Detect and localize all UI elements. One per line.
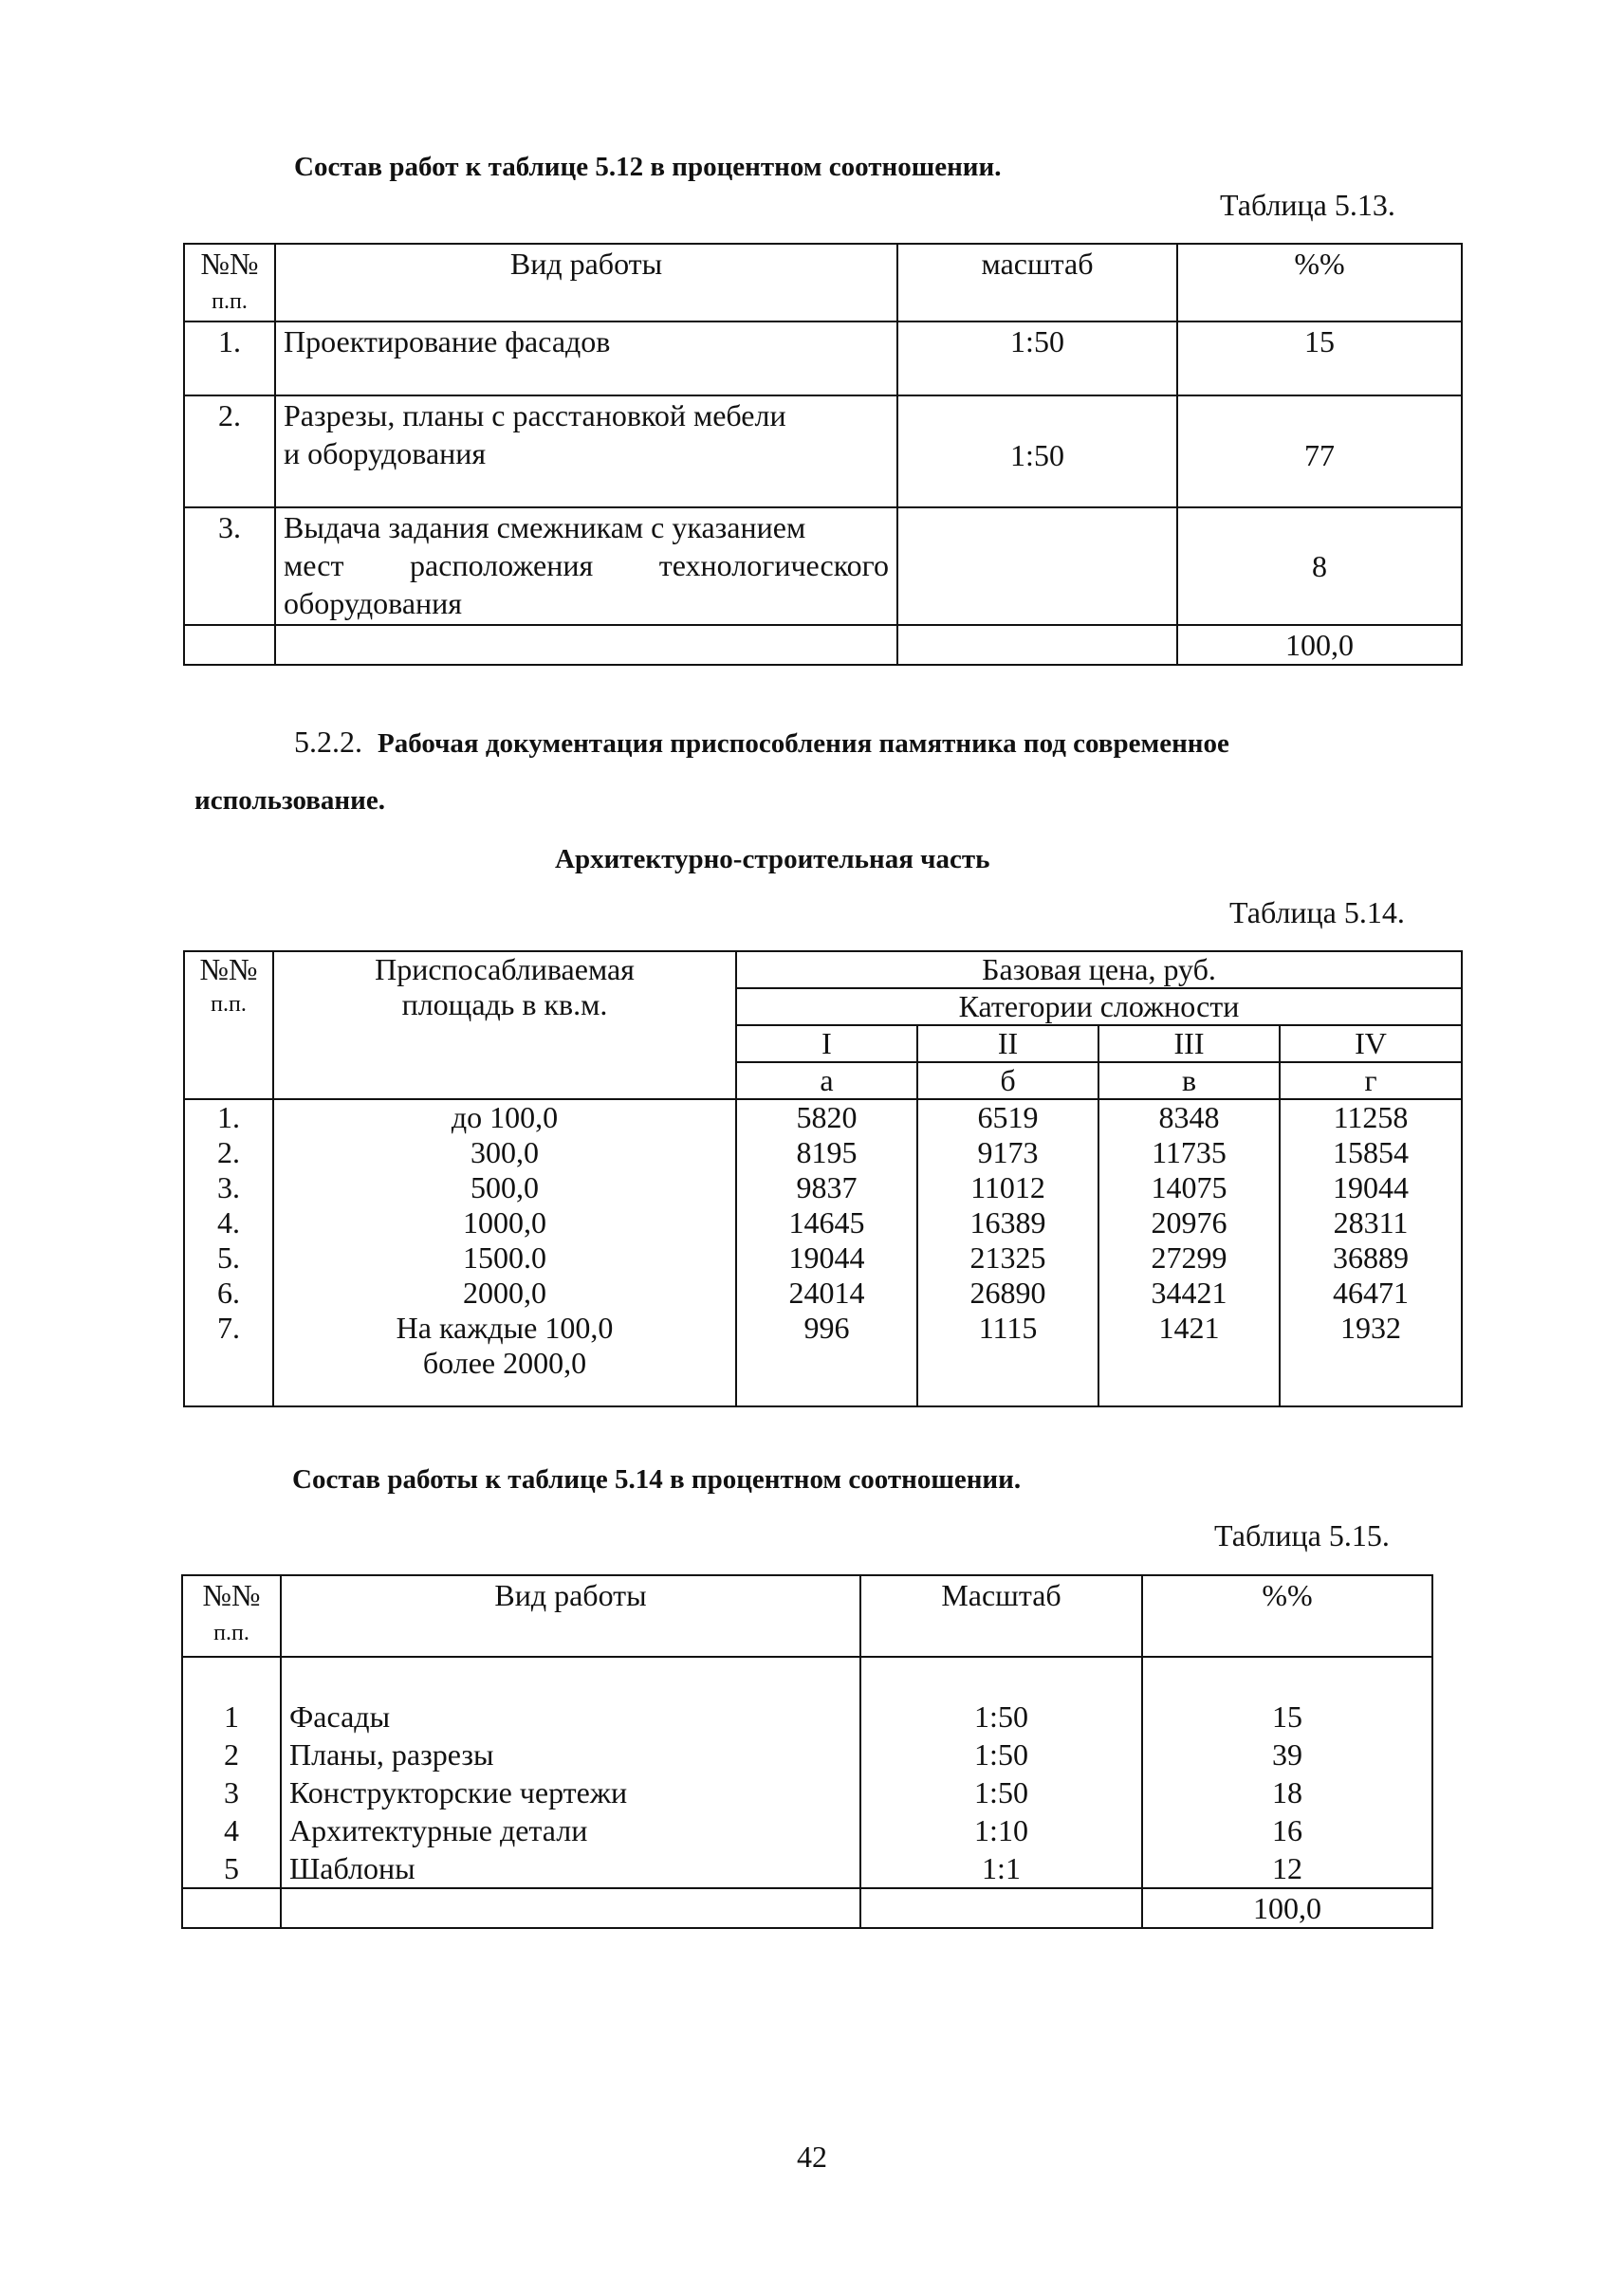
cell-value: 24014	[788, 1276, 865, 1310]
header-work: Вид работы	[275, 244, 897, 321]
table-5-13-label: Таблица 5.13.	[1220, 188, 1395, 222]
col-num	[182, 1657, 281, 1888]
cell-value: 19044	[1333, 1170, 1410, 1204]
cell-value: 11735	[1152, 1135, 1227, 1169]
cell-area: 1500.0	[463, 1240, 546, 1275]
cell-scale: 1:50	[974, 1775, 1028, 1809]
total-empty-num	[184, 625, 275, 665]
cell-value: 8348	[1158, 1100, 1220, 1134]
col-category-ii	[917, 1099, 1098, 1406]
row-percent: 77	[1177, 395, 1462, 507]
cell-percent: 39	[1272, 1737, 1302, 1772]
header-percent: %%	[1142, 1575, 1432, 1657]
header-letter-a: а	[736, 1062, 917, 1099]
section2-subheading: Архитектурно-строительная часть	[555, 844, 990, 874]
cell-num: 1.	[217, 1100, 240, 1134]
header-category-iii: III	[1098, 1025, 1280, 1062]
header-num	[182, 1575, 281, 1657]
col-area	[273, 1099, 736, 1406]
cell-value: 6519	[977, 1100, 1039, 1134]
table-row	[184, 395, 1462, 507]
row-work	[275, 395, 897, 507]
table-5-14	[183, 950, 1463, 1407]
cell-value: 9837	[796, 1170, 858, 1204]
cell-num: 1	[224, 1699, 239, 1734]
section2-title-continuation: использование.	[194, 785, 385, 816]
header-percent: %%	[1177, 244, 1462, 321]
header-area-line1: Приспосабливаемая	[375, 952, 635, 986]
header-num-line1: №№	[202, 1578, 261, 1612]
header-num-line1: №№	[200, 247, 259, 281]
table-header-row	[182, 1575, 1432, 1657]
table-header-row	[184, 951, 1462, 988]
table-5-15	[181, 1574, 1433, 1929]
total-empty-num	[182, 1888, 281, 1928]
cell-num: 4	[224, 1813, 239, 1847]
cell-work: Шаблоны	[289, 1851, 415, 1885]
total-value: 100,0	[1177, 625, 1462, 665]
cell-value: 996	[803, 1311, 850, 1345]
section1-heading: Состав работ к таблице 5.12 в процентном соотношении.	[294, 152, 1002, 182]
cell-num: 2	[224, 1737, 239, 1772]
total-value: 100,0	[1142, 1888, 1432, 1928]
table-header-row	[184, 244, 1462, 321]
cell-scale: 1:50	[974, 1737, 1028, 1772]
header-num-line2: п.п.	[211, 992, 247, 1017]
row-num: 1.	[184, 321, 275, 395]
header-num-line2: п.п.	[213, 1621, 249, 1645]
header-num	[184, 951, 273, 1099]
section2-title	[294, 725, 1229, 760]
row-work-line: оборудования	[284, 586, 462, 620]
section3-heading: Состав работы к таблице 5.14 в процентном соотношении.	[292, 1464, 1022, 1495]
table-5-13	[183, 243, 1463, 666]
table-row	[184, 321, 1462, 395]
total-empty-scale	[860, 1888, 1142, 1928]
header-scale: масштаб	[897, 244, 1177, 321]
header-category-i: I	[736, 1025, 917, 1062]
row-scale	[897, 507, 1177, 625]
table-total-row	[184, 625, 1462, 665]
header-work: Вид работы	[281, 1575, 860, 1657]
header-category-iv: IV	[1280, 1025, 1462, 1062]
cell-value: 1421	[1158, 1311, 1220, 1345]
cell-value: 11258	[1333, 1100, 1409, 1134]
col-category-iv	[1280, 1099, 1462, 1406]
cell-value: 9173	[977, 1135, 1039, 1169]
row-work-line: Выдача задания смежникам с указанием	[284, 510, 806, 544]
cell-num: 5.	[217, 1240, 240, 1275]
row-percent: 15	[1177, 321, 1462, 395]
header-num-line1: №№	[199, 952, 258, 986]
row-work	[275, 321, 897, 395]
header-area	[273, 951, 736, 1099]
header-area-line2: площадь в кв.м.	[401, 987, 608, 1021]
table-body	[184, 1099, 1462, 1406]
col-category-i	[736, 1099, 917, 1406]
table-total-row	[182, 1888, 1432, 1928]
total-empty-work	[281, 1888, 860, 1928]
table-5-14-label: Таблица 5.14.	[1229, 895, 1405, 929]
cell-work: Планы, разрезы	[289, 1737, 494, 1772]
cell-area: более 2000,0	[422, 1346, 587, 1380]
cell-num: 6.	[217, 1276, 240, 1310]
row-work-line: Разрезы, планы с расстановкой мебели	[284, 398, 786, 432]
cell-percent: 18	[1272, 1775, 1302, 1809]
header-num	[184, 244, 275, 321]
col-percent	[1142, 1657, 1432, 1888]
cell-area: 300,0	[471, 1135, 539, 1169]
cell-work: Фасады	[289, 1699, 391, 1734]
cell-value: 27299	[1151, 1240, 1227, 1275]
cell-value: 14075	[1151, 1170, 1227, 1204]
cell-value: 11012	[970, 1170, 1045, 1204]
cell-value: 34421	[1151, 1276, 1227, 1310]
cell-scale: 1:50	[974, 1699, 1028, 1734]
table-row	[184, 507, 1462, 625]
row-work-line: Проектирование фасадов	[284, 324, 611, 358]
col-num	[184, 1099, 273, 1406]
header-letter-b: б	[917, 1062, 1098, 1099]
page-number: 42	[797, 2140, 827, 2174]
cell-value: 36889	[1333, 1240, 1410, 1275]
table-5-15-label: Таблица 5.15.	[1214, 1518, 1390, 1552]
cell-value: 1932	[1340, 1311, 1402, 1345]
cell-area: 2000,0	[463, 1276, 546, 1310]
header-letter-v: в	[1098, 1062, 1280, 1099]
cell-percent: 15	[1272, 1699, 1302, 1734]
cell-num: 3.	[217, 1170, 240, 1204]
header-scale: Масштаб	[860, 1575, 1142, 1657]
cell-scale: 1:1	[982, 1851, 1021, 1885]
cell-percent: 12	[1272, 1851, 1302, 1885]
section2-title-text: Рабочая документация приспособления памятника под современное	[378, 728, 1229, 759]
row-scale: 1:50	[897, 321, 1177, 395]
cell-value: 28311	[1333, 1205, 1409, 1240]
cell-value: 26890	[969, 1276, 1046, 1310]
cell-scale: 1:10	[974, 1813, 1028, 1847]
cell-num: 7.	[217, 1311, 240, 1345]
row-work	[275, 507, 897, 625]
table-body	[182, 1657, 1432, 1888]
cell-area: 500,0	[471, 1170, 539, 1204]
header-base-price: Базовая цена, руб.	[736, 951, 1462, 988]
col-category-iii	[1098, 1099, 1280, 1406]
cell-num: 2.	[217, 1135, 240, 1169]
cell-percent: 16	[1272, 1813, 1302, 1847]
col-work	[281, 1657, 860, 1888]
cell-num: 4.	[217, 1205, 240, 1240]
header-num-line2: п.п.	[212, 289, 248, 314]
cell-num: 5	[224, 1851, 239, 1885]
cell-area: 1000,0	[463, 1205, 546, 1240]
cell-value: 21325	[969, 1240, 1046, 1275]
row-num: 2.	[184, 395, 275, 507]
cell-work: Архитектурные детали	[289, 1813, 588, 1847]
cell-work: Конструкторские чертежи	[289, 1775, 628, 1809]
col-scale	[860, 1657, 1142, 1888]
cell-area: На каждые 100,0	[396, 1311, 614, 1345]
cell-value: 8195	[796, 1135, 858, 1169]
cell-area: до 100,0	[451, 1100, 559, 1134]
row-scale: 1:50	[897, 395, 1177, 507]
cell-value: 16389	[969, 1205, 1046, 1240]
row-work-line: и оборудования	[284, 436, 487, 470]
cell-value: 19044	[788, 1240, 865, 1275]
cell-value: 1115	[978, 1311, 1038, 1345]
row-num: 3.	[184, 507, 275, 625]
row-work-line: мест расположения технологического	[284, 548, 889, 582]
cell-num: 3	[224, 1775, 239, 1809]
total-empty-scale	[897, 625, 1177, 665]
row-percent: 8	[1177, 507, 1462, 625]
header-letter-g: г	[1280, 1062, 1462, 1099]
header-category-ii: II	[917, 1025, 1098, 1062]
header-categories: Категории сложности	[736, 988, 1462, 1025]
cell-value: 15854	[1333, 1135, 1410, 1169]
cell-value: 5820	[796, 1100, 858, 1134]
cell-value: 14645	[788, 1205, 865, 1240]
cell-value: 20976	[1151, 1205, 1227, 1240]
cell-value: 46471	[1333, 1276, 1410, 1310]
total-empty-work	[275, 625, 897, 665]
section2-title-number: 5.2.2.	[294, 725, 362, 759]
